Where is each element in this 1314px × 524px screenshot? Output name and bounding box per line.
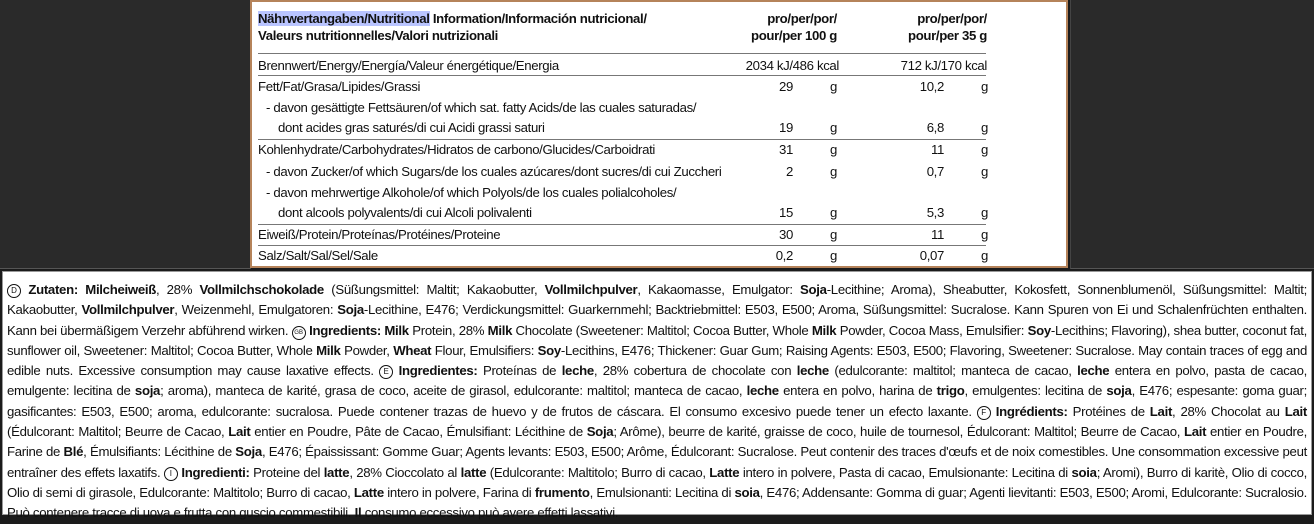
it-text: intero in polvere, Farina di (383, 484, 535, 500)
column-header-100g (737, 10, 837, 44)
unit: g (830, 205, 837, 220)
es-allergen: leche (746, 383, 779, 399)
fr-text: , Émulsifiants: Lécithine de (83, 444, 236, 460)
right-dark-panel (1070, 0, 1314, 269)
de-allergen: Vollmilchpulver (81, 302, 175, 318)
de-allergen: Soja (337, 302, 364, 318)
fr-text: Protéines de (1067, 403, 1150, 419)
es-text: , emulgentes: lecitina de (964, 383, 1107, 399)
energy-100g: 2034 kJ/486 kcal (745, 58, 839, 73)
salt-100g: 0,2 (775, 248, 793, 263)
de-allergen: Soja (800, 282, 827, 297)
de-text: (Süßungsmittel: Maltit; Kakaobutter, (323, 282, 545, 297)
es-allergen: soja (1106, 383, 1132, 399)
gb-allergen: Milk (316, 342, 341, 358)
unit: g (981, 164, 988, 179)
carb-100g: 31 (779, 142, 793, 157)
es-heading: Ingredientes: (398, 363, 478, 379)
de-text: , 28% (155, 282, 200, 297)
fr-text: , 28% Chocolat au (1172, 403, 1285, 419)
germany-icon: D (7, 284, 21, 298)
it-allergen: soia (1071, 464, 1097, 480)
energy-label: Brennwert/Energy/Energía/Valeur énergétique/Energia (258, 58, 559, 73)
de-text: -Lecithine; Aroma), Sheabutter, Kokosfett, Sonnenblumenöl, Süßungsmittel: Maltit; Kakaobutter, (7, 282, 1307, 318)
col2-line1: pro/per/por/ (917, 11, 987, 26)
nutrition-table (250, 0, 1068, 268)
title-line2: Valeurs nutritionnelles/Valori nutrizionali (258, 28, 498, 43)
ingredients-panel (2, 271, 1312, 521)
france-icon: F (977, 406, 991, 420)
title-highlight: Nährwertangaben/Nutritional (258, 11, 430, 26)
gb-allergen: Milk (487, 322, 513, 338)
satfat-100g: 19 (779, 120, 793, 135)
salt-label: Salz/Salt/Sal/Sel/Sale (258, 248, 378, 263)
gb-allergen: Soy (537, 342, 561, 358)
unit: g (830, 142, 837, 157)
it-text: intero in polvere, Pasta di cacao, Emulsionante: Lecitina di (739, 464, 1072, 480)
es-text: Proteínas de (477, 363, 562, 379)
unit: g (830, 227, 837, 242)
unit: g (830, 164, 837, 179)
polyol-label-1: - davon mehrwertige Alkohole/of which Polyols/de los cuales polialcoholes/ (266, 185, 677, 200)
it-allergen: frumento (534, 484, 590, 500)
it-text: (Edulcorante: Maltitolo; Burro di cacao, (486, 464, 710, 480)
sugar-100g: 2 (786, 164, 793, 179)
nutrition-title (258, 10, 647, 44)
it-text: , Emulsionanti: Lecitina di (589, 484, 735, 500)
es-allergen: leche (1077, 363, 1110, 379)
protein-label: Eiweiß/Protein/Proteínas/Protéines/Proteine (258, 227, 501, 242)
row-divider (258, 139, 986, 140)
col1-line1: pro/per/por/ (767, 11, 837, 26)
gb-text: Chocolate (Sweetener: Maltitol; Cocoa Butter, Whole (512, 322, 812, 338)
left-dark-panel (0, 0, 251, 269)
es-allergen: trigo (936, 383, 965, 399)
polyol-100g: 15 (779, 205, 793, 220)
polyol-35g: 5,3 (926, 205, 944, 220)
fat-35g: 10,2 (919, 79, 944, 94)
protein-100g: 30 (779, 227, 793, 242)
it-text: , 28% Cioccolato al (349, 464, 461, 480)
es-allergen: leche (561, 363, 594, 379)
italy-icon: I (164, 467, 178, 481)
unit: g (981, 120, 988, 135)
fr-allergen: Soja (235, 444, 262, 460)
carb-label: Kohlenhydrate/Carbohydrates/Hidratos de carbono/Glucides/Carboidrati (258, 142, 655, 157)
fr-allergen: Blé (63, 444, 84, 460)
fr-text: (Édulcorant: Maltitol; Beurre de Cacao, (7, 424, 229, 440)
unit: g (981, 142, 988, 157)
fat-label: Fett/Fat/Grasa/Lipides/Grassi (258, 79, 421, 94)
carb-35g: 11 (931, 142, 944, 157)
title-rest: Information/Información nutricional/ (429, 11, 647, 26)
de-text: , Weizenmehl, Emulgatoren: (174, 302, 338, 318)
fr-allergen: Lait (1284, 403, 1307, 419)
spain-icon: E (379, 365, 393, 379)
it-allergen: soia (734, 484, 760, 500)
es-text: (edulcorante: maltitol; manteca de cacao, (828, 363, 1078, 379)
it-allergen: Latte (353, 484, 384, 500)
sugar-35g: 0,7 (926, 164, 944, 179)
unit: g (830, 248, 837, 263)
es-allergen: leche (796, 363, 829, 379)
it-allergen: latte (460, 464, 487, 480)
de-text: -Lecithine, E476; Verdickungsmittel: Guarkernmehl; Backtriebmittel: E503, E500; Aroma, Süßungsmittel: Sucralose. Kann Spuren von Ei und Schalenfrüchten enthalten. Kann bei übermäßigem Verzehr abführend wirken. (7, 302, 1307, 338)
unit: g (981, 248, 988, 263)
it-text: consumo eccessivo può avere effetti lassativi. (361, 505, 619, 521)
unit: g (981, 205, 988, 220)
de-text: , Kakaomasse, Emulgator: (637, 282, 801, 297)
header-divider (258, 53, 986, 54)
it-allergen: latte (323, 464, 350, 480)
gb-text: Powder, (340, 342, 394, 358)
gb-text: -Lecithins, E476; Thickener: Guar Gum; Raising Agents: E503, E500; Flavoring, Sweetener: Sucralose. May contain traces of egg and edible nuts. Excessive consumption may cause laxative effects. (7, 342, 1307, 379)
gb-allergen: Milk (811, 322, 837, 338)
fr-text: , E476; Épaississant: Gomme Guar; Agents levants: E503, E500; Arôme, Édulcorant: Sucralose. Peut contenir des traces d'œufs et de noix comestibles. Une consommation excessive peut entraîner des effets laxatifs. (7, 444, 1307, 480)
satfat-label-1: - davon gesättigte Fettsäuren/of which sat. fatty Acids/de las cuales saturadas/ (266, 100, 697, 115)
row-divider (258, 75, 986, 76)
gb-text: Powder, Cocoa Mass, Emulsifier: (836, 322, 1028, 338)
es-text: entera en polvo, harina de (778, 383, 937, 399)
it-emphasis: Il (354, 505, 362, 521)
fr-allergen: Lait (228, 424, 251, 440)
unit: g (981, 227, 988, 242)
de-heading: Zutaten: Milcheiweiß (28, 282, 156, 297)
unit: g (830, 79, 837, 94)
fr-allergen: Lait (1183, 424, 1207, 440)
salt-35g: 0,07 (919, 248, 944, 263)
gb-text: Flour, Emulsifiers: (431, 342, 538, 358)
sugar-label: - davon Zucker/of which Sugars/de los cuales azúcares/dont sucres/di cui Zuccheri (266, 164, 722, 179)
unit: g (981, 79, 988, 94)
it-allergen: Latte (709, 464, 740, 480)
col1-line2: pour/per 100 g (751, 28, 837, 43)
column-header-35g (887, 10, 987, 44)
fr-heading: Ingrédients: (995, 403, 1068, 419)
row-divider (258, 224, 986, 225)
de-allergen: Vollmilchschokolade (199, 282, 324, 297)
fr-text: entier en Poudre, Farine de (7, 424, 1307, 460)
satfat-35g: 6,8 (926, 120, 944, 135)
de-allergen: Vollmilchpulver (544, 282, 638, 297)
unit: g (830, 120, 837, 135)
col2-line2: pour/per 35 g (908, 28, 987, 43)
fr-allergen: Soja (586, 424, 614, 440)
it-text: ; Aromi), Burro di karitè, Olio di cocco, Olio di semi di girasole, Edulcorante: Maltitolo; Burro di cacao, (7, 464, 1307, 500)
es-text: , E476; espesante: goma guar; gasificantes: E503, E500; aroma, edulcorante: sucralosa. Puede contener trazas de huevo y de frutos de cáscara. El consumo excesivo puede tener un efecto laxante. (7, 383, 1307, 419)
fat-100g: 29 (779, 79, 793, 94)
gb-text: Protein, 28% (408, 322, 488, 338)
fr-allergen: Lait (1149, 403, 1173, 419)
it-text: , E476; Addensante: Gomma di guar; Agenti lievitanti: E503, E500; Aromi, Edulcorante: Sucralosio. Può contenere tracce di uova e frutta con guscio commestibili. (7, 484, 1307, 521)
uk-icon: GB (292, 326, 306, 340)
gb-allergen: Soy (1027, 322, 1051, 338)
it-text: Proteine del (249, 464, 324, 480)
polyol-label-2: dont alcools polyvalents/di cui Alcoli polivalenti (278, 205, 532, 220)
es-text: ; aroma), manteca de karité, grasa de coco, aceite de girasol, edulcorante: maltitol; manteca de cacao, (160, 383, 747, 399)
gb-text: -Lecithins; Flavoring), shea butter, coconut fat, sunflower oil, Sweetener: Maltitol; Cocoa Butter, Whole (7, 322, 1307, 358)
satfat-label-2: dont acides gras saturés/di cui Acidi grassi saturi (278, 120, 545, 135)
gb-allergen: Wheat (393, 342, 432, 358)
gb-heading: Ingredients: Milk (309, 322, 409, 338)
fr-text: entier en Poudre, Pâte de Cacao, Émulsifiant: Lécithine de (250, 424, 587, 440)
energy-35g: 712 kJ/170 kcal (900, 58, 987, 73)
fr-text: ; Arôme), beurre de karité, graisse de coco, huile de tournesol, Édulcorant: Maltitol; Beurre de Cacao, (613, 424, 1184, 440)
protein-35g: 11 (931, 227, 944, 242)
row-divider (258, 245, 986, 246)
es-allergen: soja (134, 383, 161, 399)
es-text: , 28% cobertura de chocolate con (593, 363, 797, 379)
es-text: entera en polvo, pasta de cacao, emulgente: lecitina de (7, 363, 1307, 399)
it-heading: Ingredienti: (181, 464, 250, 480)
